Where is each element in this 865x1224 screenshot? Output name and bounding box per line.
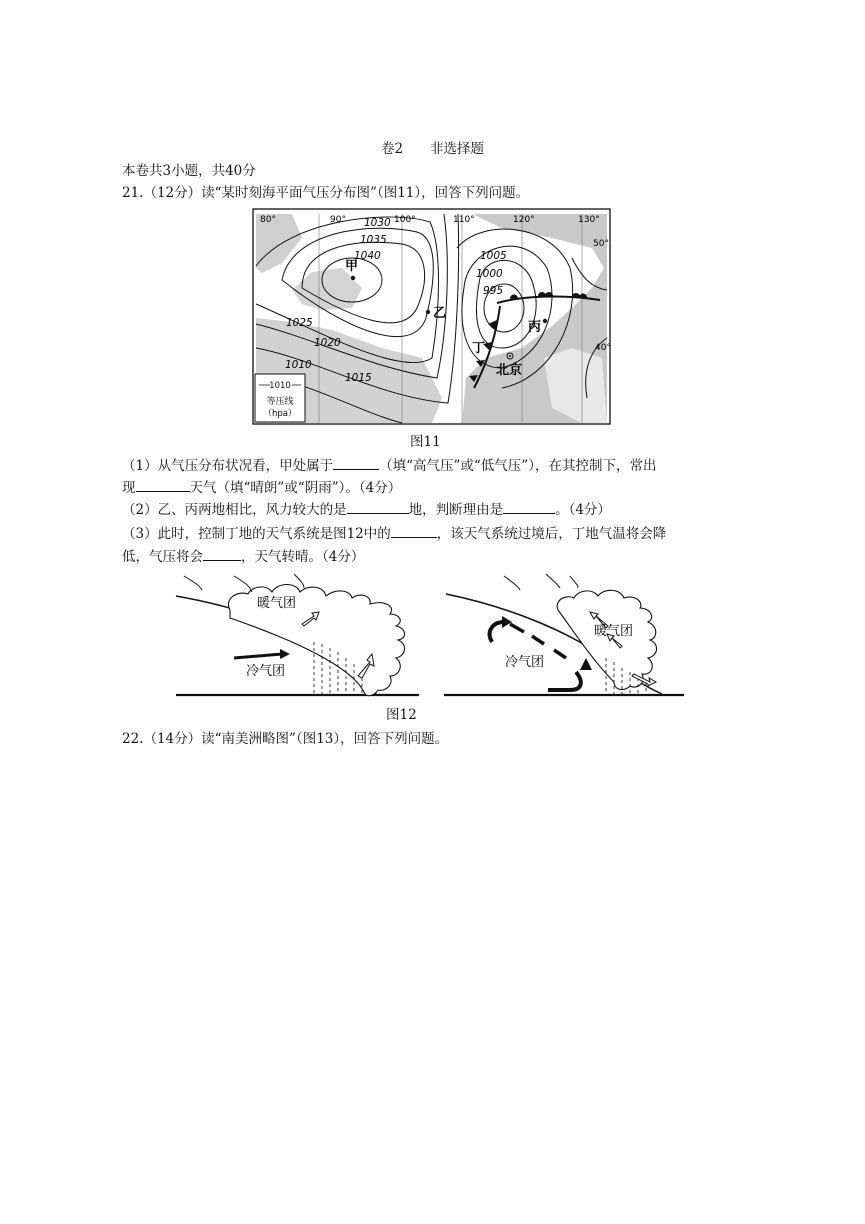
answer-blank[interactable] [503,500,555,514]
map-legend [255,374,305,422]
answer-blank[interactable] [333,456,379,470]
point-bing-label: 丙 [528,320,542,335]
cold-air-mass-label: 冷气团 [505,655,545,670]
point-yi-label: 乙 [433,306,447,321]
sub3-text-c: 低，气压将会 [122,549,203,565]
sub-question-3 [122,524,666,543]
lon-label: 120° [513,215,535,225]
isobar-label: 1015 [345,372,372,384]
sub-question-1-cont [122,478,401,497]
sub2-text-b: 地，判断理由是 [408,502,504,518]
sub3-text-a: （3）此时，控制丁地的天气系统是图12中的 [122,526,391,542]
question-22-stem: 22.（14分）读“南美洲略图”（图13），回答下列问题。 [122,731,449,747]
sub-question-2 [122,500,611,519]
answer-blank[interactable] [347,500,409,514]
isobar-label: 1025 [286,317,313,329]
answer-blank[interactable] [203,547,241,561]
beijing-label: 北京 [496,363,523,378]
figure-12-fronts [174,572,694,702]
lon-label: 80° [260,215,276,225]
front-diagram-left [176,574,419,696]
isobar-label: 1010 [285,359,312,371]
isobar-label: 995 [483,285,504,297]
answer-blank[interactable] [391,524,437,538]
answer-blank[interactable] [136,478,190,492]
isobar-label: 1000 [476,268,503,280]
legend-unit: （hpa） [263,409,297,419]
isobar-label: 1035 [360,234,387,246]
point-jia-label: 甲 [345,259,359,274]
legend-label: 等压线 [266,397,294,407]
figure-11-pressure-map [252,208,612,426]
sub1-text-c: 现 [122,480,136,496]
question-21-stem: 21.（12分）读“某时刻海平面气压分布图”（图11），回答下列问题。 [122,185,530,201]
figure-12-caption: 图12 [386,707,417,723]
isobar-label: 1030 [364,217,391,229]
section-title: 卷2 非选择题 [380,141,485,157]
sub3-text-d: ，天气转晴。（4分） [241,549,365,565]
section-intro: 本卷共3小题，共40分 [122,163,256,179]
front-diagram-right [444,574,684,695]
sub1-text-d: 天气（填“晴朗”或“阴雨”）。（4分） [189,480,402,496]
lon-label: 130° [578,215,600,225]
figure-11-caption: 图11 [410,434,441,450]
lon-label: 100° [394,215,416,225]
sub1-text-b: （填“高气压”或“低气压”），在其控制下，常出 [379,458,657,474]
sub1-text-a: （1）从气压分布状况看，甲处属于 [122,458,334,474]
sub-question-3-cont [122,547,364,566]
lon-label: 90° [330,215,346,225]
lat-label: 40° [595,343,611,353]
sub2-text-c: 。（4分） [555,502,611,518]
point-ding-label: 丁 [472,341,486,356]
isobar-label: 1005 [480,250,507,262]
cold-air-mass-label: 冷气团 [246,664,286,679]
isobar-label: 1020 [314,337,341,349]
warm-air-mass-label: 暖气团 [594,624,634,639]
sub3-text-b: ，该天气系统过境后，丁地气温将会降 [436,526,667,542]
sub-question-1 [122,456,656,475]
isobar-label: 1040 [354,250,381,262]
legend-value: 1010 [269,381,291,391]
lon-label: 110° [453,215,475,225]
warm-air-mass-label: 暖气团 [257,596,297,611]
lat-label: 50° [593,239,609,249]
sub2-text-a: （2）乙、丙两地相比，风力较大的是 [122,502,347,518]
